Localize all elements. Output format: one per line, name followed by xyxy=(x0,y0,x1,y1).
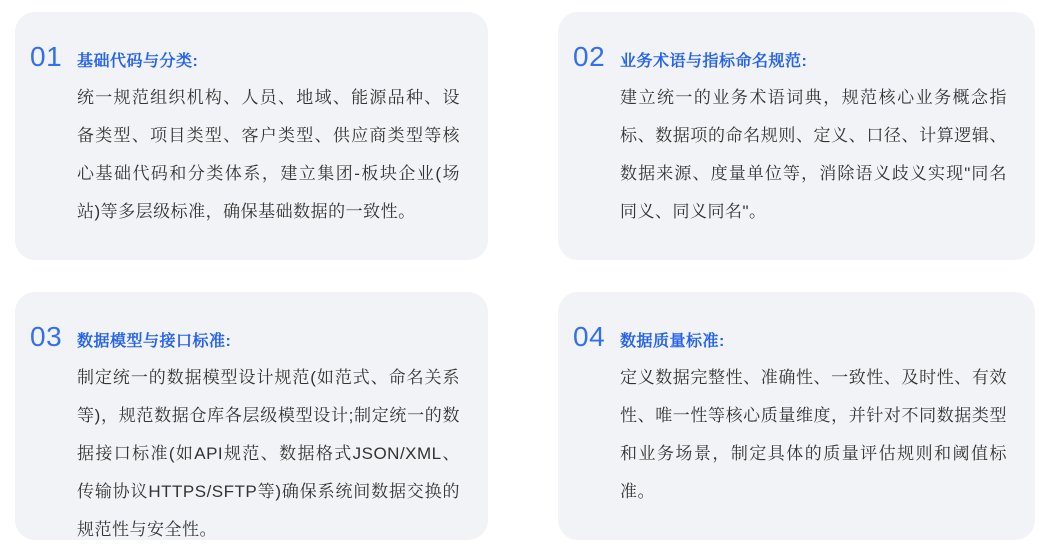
card-number: 03 xyxy=(30,321,63,352)
card-number: 02 xyxy=(573,41,606,72)
info-card-04 xyxy=(558,292,1035,540)
info-card-03 xyxy=(15,292,488,540)
card-body: 建立统一的业务术语词典，规范核心业务概念指标、数据项的命名规则、定义、口径、计算逻辑、数据来源、度量单位等，消除语义歧义实现"同名同义、同义同名"。 xyxy=(620,88,1007,221)
card-title: 业务术语与指标命名规范: xyxy=(620,53,808,70)
card-title: 数据质量标准: xyxy=(620,333,725,350)
card-title: 数据模型与接口标准: xyxy=(77,333,232,350)
info-card-02 xyxy=(558,12,1035,260)
card-content xyxy=(620,50,1007,231)
card-content xyxy=(620,330,1007,511)
card-number: 04 xyxy=(573,321,606,352)
card-body: 定义数据完整性、准确性、一致性、及时性、有效性、唯一性等核心质量维度，并针对不同数据类型和业务场景，制定具体的质量评估规则和阈值标准。 xyxy=(620,368,1007,501)
card-number: 01 xyxy=(30,41,63,72)
card-content xyxy=(77,330,460,549)
card-title: 基础代码与分类: xyxy=(77,53,199,70)
card-body: 统一规范组织机构、人员、地域、能源品种、设备类型、项目类型、客户类型、供应商类型等核心基础代码和分类体系，建立集团-板块企业(场站)等多层级标准，确保基础数据的一致性。 xyxy=(77,88,460,221)
card-content xyxy=(77,50,460,231)
info-card-01 xyxy=(15,12,488,260)
card-body: 制定统一的数据模型设计规范(如范式、命名关系等)，规范数据仓库各层级模型设计;制定统一的数据接口标准(如API规范、数据格式JSON/XML、传输协议HTTPS/SFTP等)确保系统间数据交换的规范性与安全性。 xyxy=(77,368,460,539)
